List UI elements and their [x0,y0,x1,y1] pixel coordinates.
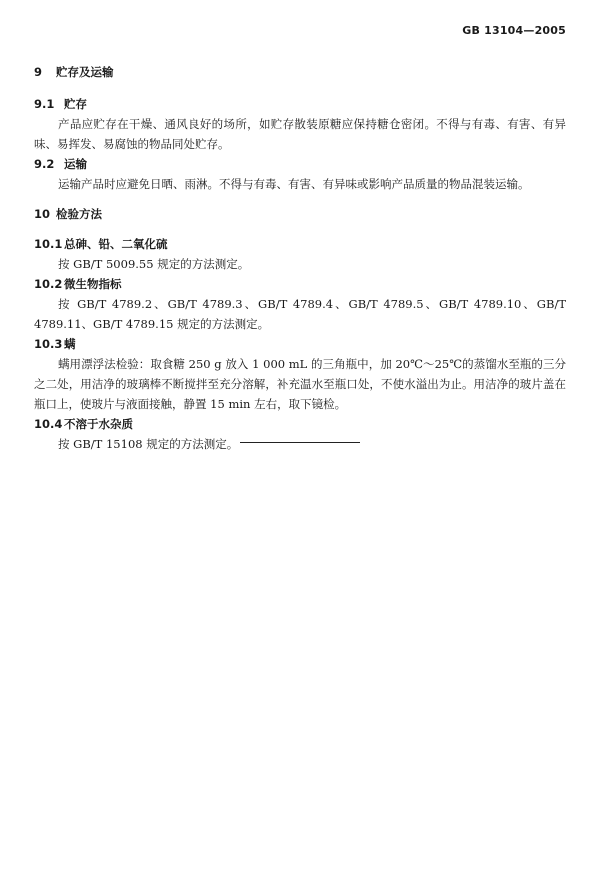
section-9-1-heading [34,96,566,112]
section-title: 不溶于水杂质 [64,417,133,431]
section-10-3-heading [34,336,566,352]
section-number: 10.2 [34,277,63,291]
section-10-2-heading [34,276,566,292]
document-body [34,64,566,454]
end-rule [240,442,360,443]
section-number: 10 [34,207,51,221]
section-10-3-text: 螨用漂浮法检验：取食糖 250 g 放入 1 000 mL 的三角瓶中，加 20℃～25℃的蒸馏水至瓶的三分之二处，用洁净的玻璃棒不断搅拌至充分溶解，补充温水至瓶口处，不使水溢出为止。用洁净的玻片盖在瓶口上，使玻片与液面接触，静置 15 min 左右，取下镜检。 [34,357,566,411]
section-number: 10.4 [34,417,63,431]
section-number: 9.1 [34,97,55,111]
section-title: 总砷、铅、二氧化硫 [64,237,168,251]
section-10-heading [34,206,566,222]
section-number: 10.1 [34,237,63,251]
section-number: 9.2 [34,157,55,171]
section-9-2-text: 运输产品时应避免日晒、雨淋。不得与有毒、有害、有异味或影响产品质量的物品混装运输。 [58,177,530,191]
section-number: 9 [34,65,43,79]
section-10-1-text: 按 GB/T 5009.55 规定的方法测定。 [58,257,250,271]
section-10-4-heading [34,416,566,432]
section-number: 10.3 [34,337,63,351]
section-title: 贮存 [64,97,87,111]
section-10-2-text: 按 GB/T 4789.2、GB/T 4789.3、GB/T 4789.4、GB/T 4789.5、GB/T 4789.10、GB/T 4789.11、GB/T 4789.15 规定的方法测定。 [34,297,566,331]
section-title: 运输 [64,157,87,171]
section-title: 贮存及运输 [56,65,114,79]
section-10-4-text: 按 GB/T 15108 规定的方法测定。 [58,437,239,451]
section-title: 微生物指标 [64,277,122,291]
section-9-heading [34,64,566,80]
section-title: 检验方法 [56,207,102,221]
document-number: GB 13104—2005 [462,24,566,37]
section-9-1-text: 产品应贮存在干燥、通风良好的场所，如贮存散装原糖应保持糖仓密闭。不得与有毒、有害、有异味、易挥发、易腐蚀的物品同处贮存。 [34,117,566,151]
section-9-2-heading [34,156,566,172]
section-10-1-heading [34,236,566,252]
section-title: 螨 [64,337,76,351]
